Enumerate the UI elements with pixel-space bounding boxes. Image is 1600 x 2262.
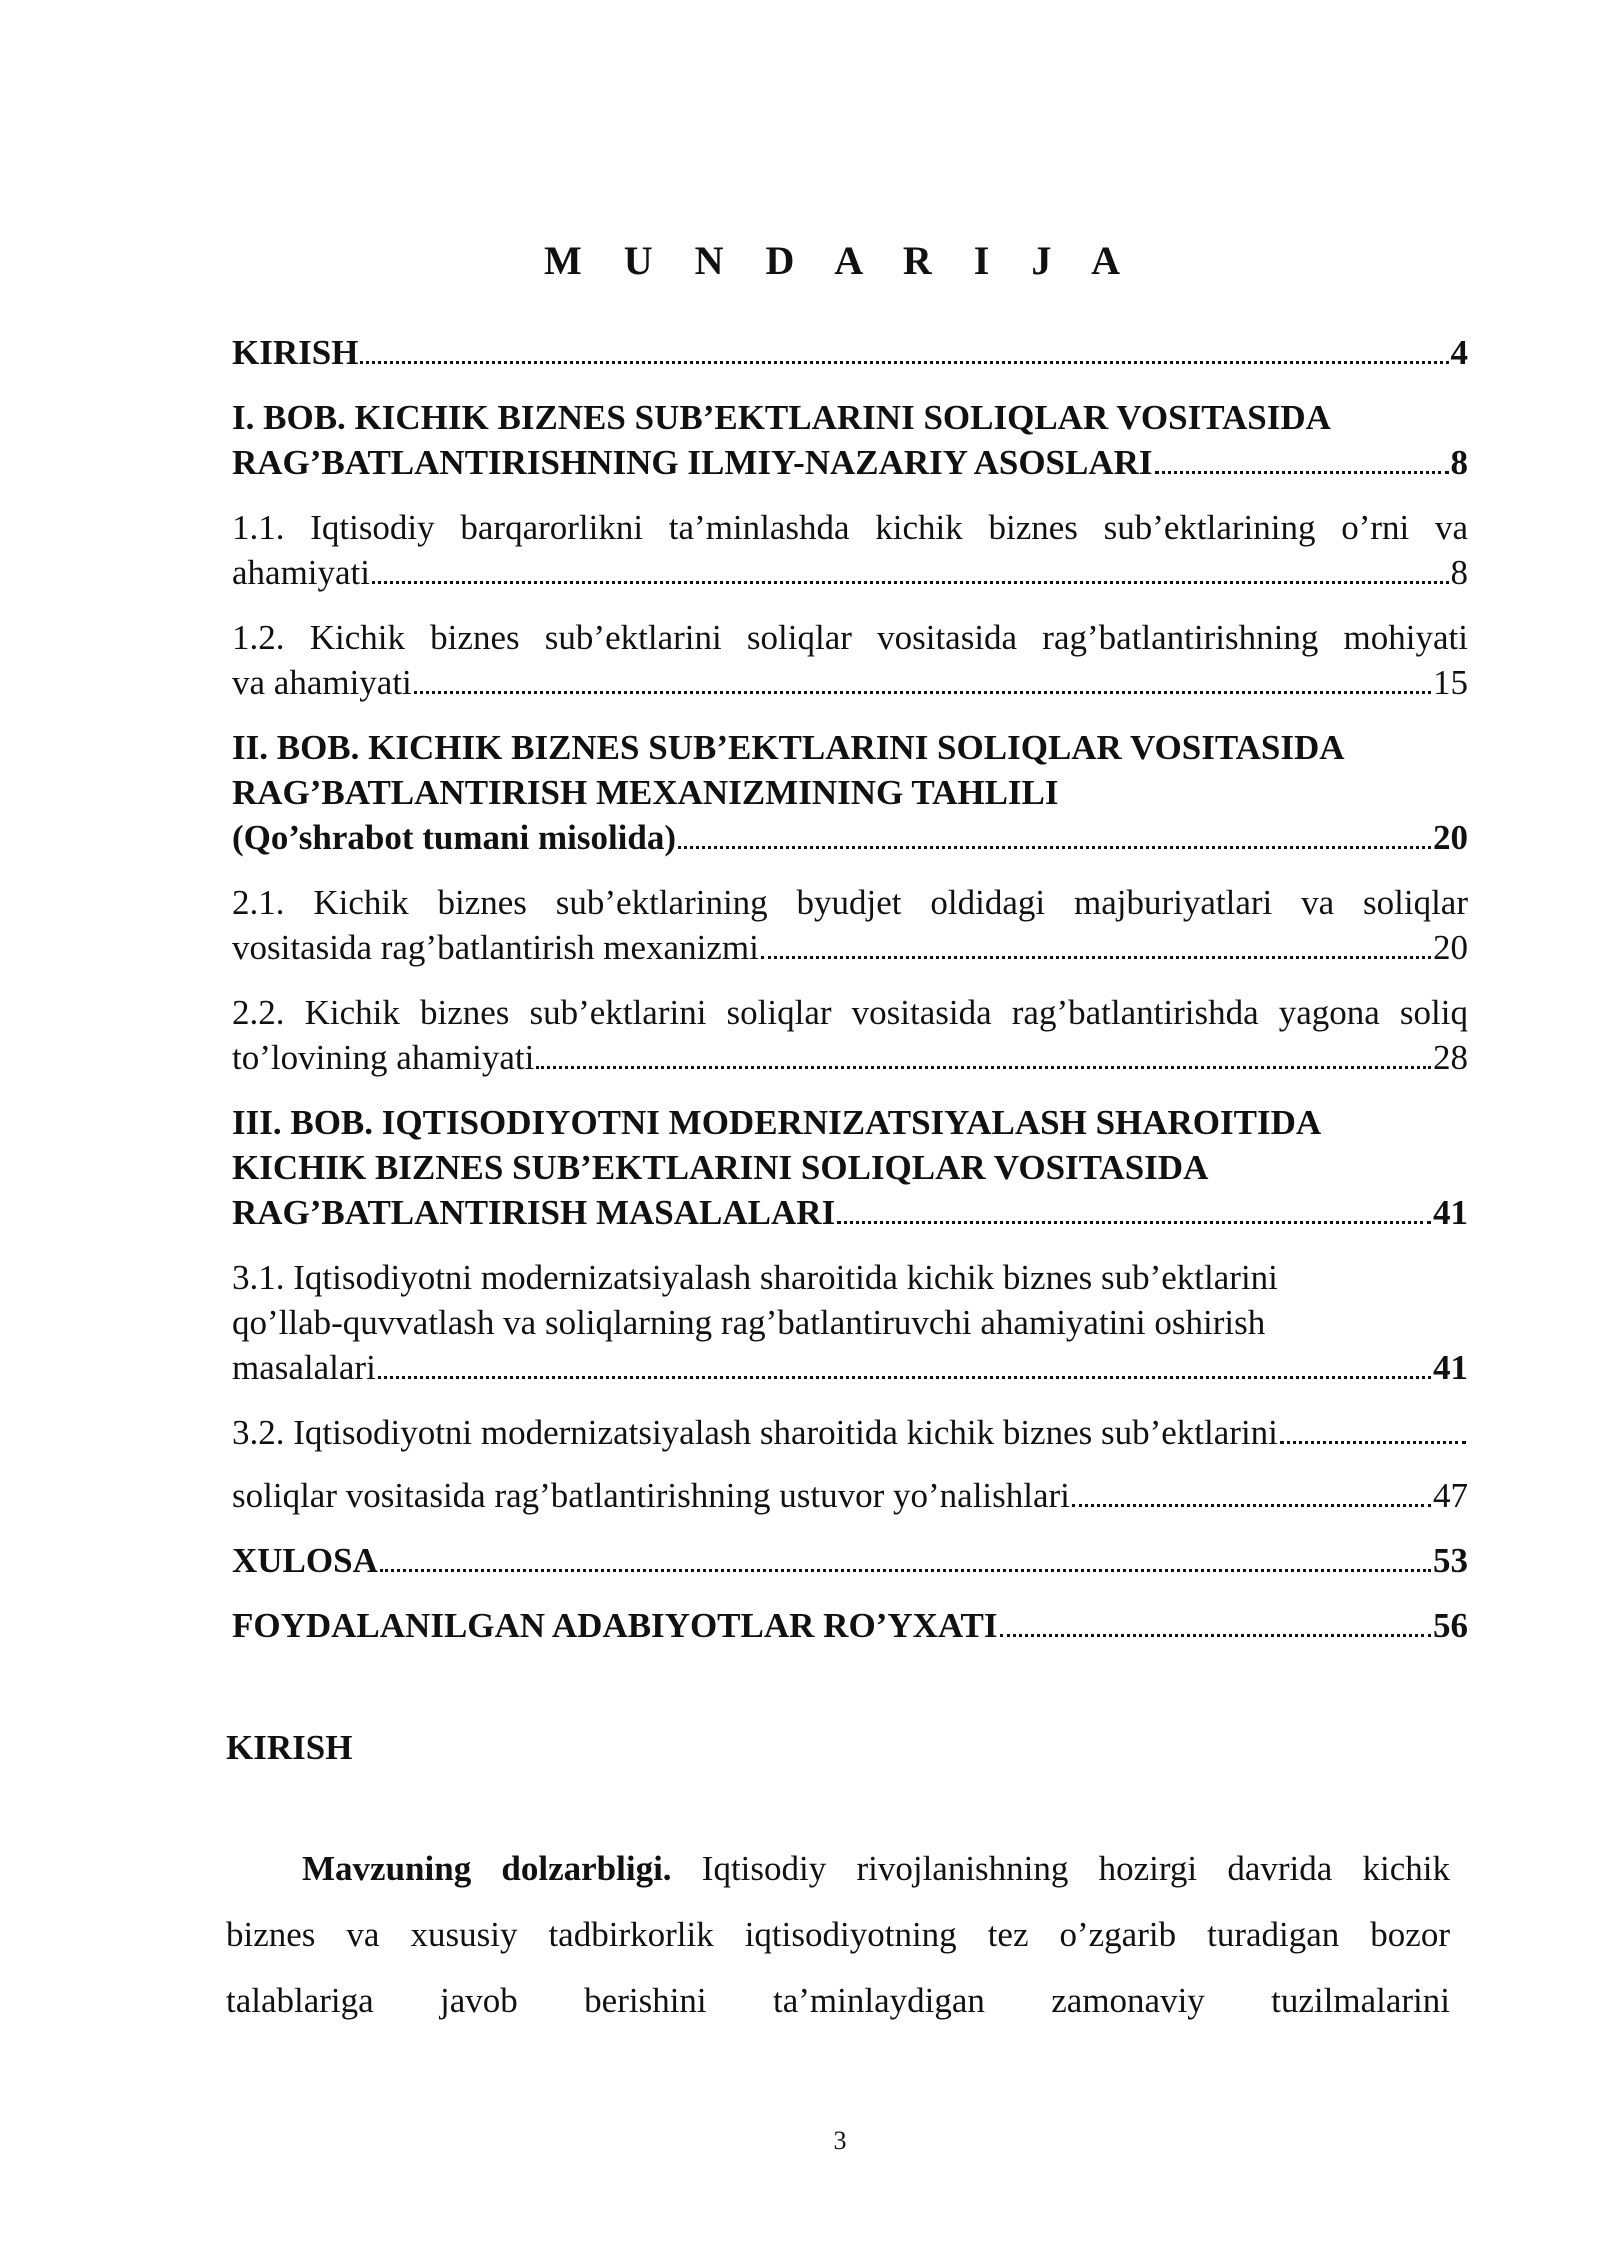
toc-entry-page: 20 xyxy=(1433,818,1468,857)
toc-entry-chapter-1[interactable] xyxy=(232,395,1468,485)
section-heading-kirish: KIRISH xyxy=(226,1728,353,1767)
toc-entry-section-2-1[interactable] xyxy=(232,880,1468,970)
toc-entry-page: 8 xyxy=(1450,553,1468,592)
toc-title: M U N D A R I J A xyxy=(543,238,1137,283)
toc-entry-title: KIRISH xyxy=(232,333,359,372)
toc-entry-page: 8 xyxy=(1450,443,1468,482)
toc-entry-page: 41 xyxy=(1433,1348,1468,1387)
toc-entry-title-line: (Qo’shrabot tumani misolida) xyxy=(232,818,677,857)
toc-entry-section-3-2[interactable] xyxy=(232,1410,1468,1518)
toc-entry-page: 4 xyxy=(1450,333,1468,372)
toc-entry-title-line: 3.2. Iqtisodiyotni modernizatsiyalash sharoitida kichik biznes sub’ektlarini xyxy=(232,1413,1278,1452)
toc-entry-page: 47 xyxy=(1433,1476,1468,1515)
toc-entry-title-line: RAG’BATLANTIRISH MEXANIZMINING TAHLILI xyxy=(232,773,1059,812)
toc-entry-page: 53 xyxy=(1433,1541,1468,1580)
toc-entry-chapter-2[interactable] xyxy=(232,725,1468,860)
toc-entry-title-line: to’lovining ahamiyati xyxy=(232,1038,535,1077)
toc-entry-title-line: 3.1. Iqtisodiyotni modernizatsiyalash sharoitida kichik biznes sub’ektlarini xyxy=(232,1258,1278,1297)
toc-entry-page: 20 xyxy=(1433,928,1468,967)
toc-entry-kirish[interactable] xyxy=(232,330,1468,375)
toc-entry-title-line: II. BOB. KICHIK BIZNES SUB’EKTLARINI SOLIQLAR VOSITASIDA xyxy=(232,728,1345,767)
paragraph-line: biznes va xususiy tadbirkorlik iqtisodiyotning tez o’zgarib turadigan bozor xyxy=(226,1915,1450,1954)
toc-entry-title-line: 2.1. Kichik biznes sub’ektlarining byudjet oldidagi majburiyatlari va soliqlar xyxy=(232,883,1468,922)
paragraph-lead: Mavzuning dolzarbligi. xyxy=(302,1849,672,1888)
toc-entry-page: 41 xyxy=(1433,1193,1468,1232)
toc-entry-title-line: 2.2. Kichik biznes sub’ektlarini soliqlar vositasida rag’batlantirishda yagona soliq xyxy=(232,993,1468,1032)
toc-entry-title-line: masalalari xyxy=(232,1348,376,1387)
toc-entry-section-3-1[interactable] xyxy=(232,1255,1468,1390)
toc-entry-section-2-2[interactable] xyxy=(232,990,1468,1080)
toc-entry-title-line: III. BOB. IQTISODIYOTNI MODERNIZATSIYALASH SHAROITIDA xyxy=(232,1103,1322,1142)
toc-entry-page: 28 xyxy=(1433,1038,1468,1077)
toc-entry-title-line: vositasida rag’batlantirish mexanizmi xyxy=(232,928,759,967)
intro-paragraph xyxy=(226,1836,1450,2034)
toc-entry-title-line: RAG’BATLANTIRISH MASALALARI xyxy=(232,1193,836,1232)
toc-entry-title-line: soliqlar vositasida rag’batlantirishning ustuvor yo’nalishlari xyxy=(232,1476,1070,1515)
toc-entry-title-line: ahamiyati xyxy=(232,553,371,592)
toc-entry-chapter-3[interactable] xyxy=(232,1100,1468,1235)
toc-entry-adabiyotlar[interactable] xyxy=(232,1603,1468,1648)
toc-entry-title-line: qo’llab-quvvatlash va soliqlarning rag’batlantiruvchi ahamiyatini oshirish xyxy=(232,1303,1266,1342)
toc-entry-title-line: RAG’BATLANTIRISHNING ILMIY-NAZARIY ASOSLARI xyxy=(232,443,1153,482)
toc-entry-title-line: va ahamiyati xyxy=(232,663,412,702)
table-of-contents xyxy=(232,330,1468,1648)
toc-entry-section-1-1[interactable] xyxy=(232,505,1468,595)
toc-entry-section-1-2[interactable] xyxy=(232,615,1468,705)
toc-entry-page: 15 xyxy=(1433,663,1468,702)
toc-entry-title: XULOSA xyxy=(232,1541,378,1580)
toc-entry-title: FOYDALANILGAN ADABIYOTLAR RO’YXATI xyxy=(232,1606,998,1645)
paragraph-line xyxy=(226,1836,1450,1902)
paragraph-text: Iqtisodiy rivojlanishning hozirgi davrida kichik xyxy=(701,1849,1450,1888)
toc-entry-title-line: 1.2. Kichik biznes sub’ektlarini soliqlar vositasida rag’batlantirishning mohiyati xyxy=(232,618,1468,657)
paragraph-line: talablariga javob berishini ta’minlaydigan zamonaviy tuzilmalarini xyxy=(226,1981,1450,2020)
toc-entry-xulosa[interactable] xyxy=(232,1538,1468,1583)
toc-entry-title-line: 1.1. Iqtisodiy barqarorlikni ta’minlashda kichik biznes sub’ektlarining o’rni va xyxy=(232,508,1468,547)
page-number: 3 xyxy=(833,2126,847,2155)
toc-entry-title-line: I. BOB. KICHIK BIZNES SUB’EKTLARINI SOLIQLAR VOSITASIDA xyxy=(232,398,1331,437)
toc-entry-page: 56 xyxy=(1433,1606,1468,1645)
toc-entry-title-line: KICHIK BIZNES SUB’EKTLARINI SOLIQLAR VOSITASIDA xyxy=(232,1148,1209,1187)
